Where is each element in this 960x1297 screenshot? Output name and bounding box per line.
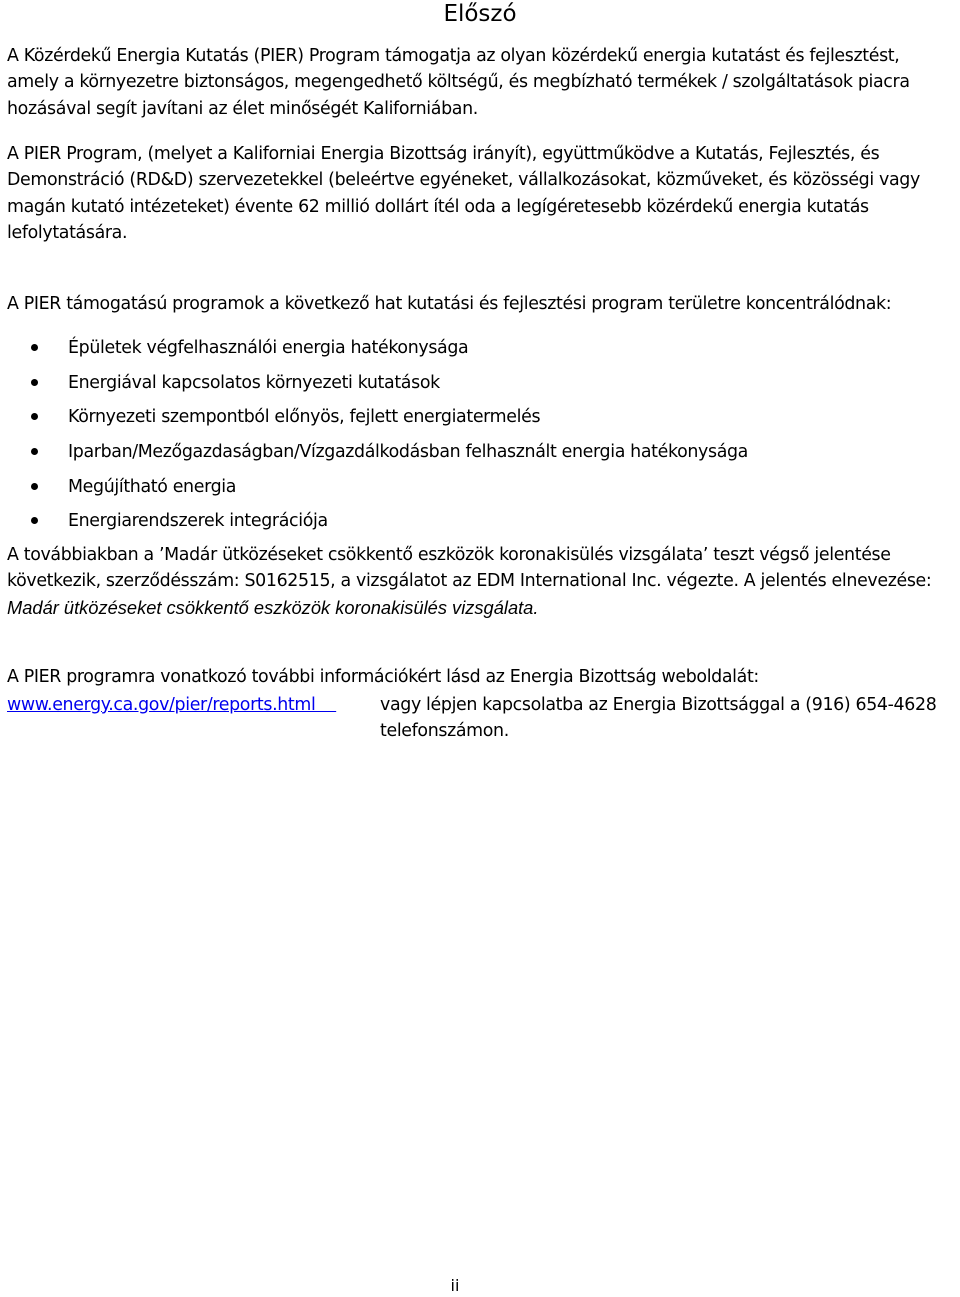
final-report-text: A továbbiakban a ’Madár ütközéseket csökkentő eszközök koronakisülés vizsgálata’ teszt végső jelentése következik, szerződésszám: S0162515, a vizsgálatot az EDM International Inc. végezte. A jelentés elnevezése:: [7, 545, 932, 592]
list-item: [0, 506, 748, 541]
list-item: [0, 472, 748, 507]
page-title: Előszó: [443, 1, 517, 27]
bullet-icon: [31, 379, 38, 386]
list-item: [0, 333, 748, 368]
pier-program-paragraph: A PIER Program, (melyet a Kaliforniai Energia Bizottság irányít), együttműködve a Kutatás, Fejlesztés, és Demonstráció (RD&D) szervezetekkel (beleértve egyéneket, vállalkozásokat, közműveket, és közösségi vagy magán kutató intézeteket) évente 62 millió dollárt ítél oda a legígéretesebb közérdekű energia kutatás lefolytatására.: [7, 144, 920, 243]
bullet-icon: [31, 344, 38, 351]
more-info-paragraph: A PIER programra vonatkozó további információkért lásd az Energia Bizottság weboldalát:: [7, 667, 759, 687]
report-title: Madár ütközéseket csökkentő eszközök koronakisülés vizsgálata.: [7, 596, 539, 618]
list-item-label: Megújítható energia: [68, 476, 237, 497]
reports-link[interactable]: www.energy.ca.gov/pier/reports.html: [7, 695, 337, 715]
contact-text: vagy lépjen kapcsolatba az Energia Bizottsággal a (916) 654-4628 telefonszámon.: [380, 695, 937, 742]
page-number: ii: [450, 1276, 460, 1295]
list-item-label: Iparban/Mezőgazdaságban/Vízgazdálkodásban felhasznált energia hatékonysága: [68, 442, 748, 463]
intro-paragraph: A Közérdekű Energia Kutatás (PIER) Program támogatja az olyan közérdekű energia kutatást és fejlesztést, amely a környezetre biztonságos, megengedhető költségű, és megbízható termékek / szolgáltatások piacra hozásával segít javítani az élet minőségét Kaliforniában.: [7, 46, 910, 119]
bullet-icon: [31, 517, 38, 524]
list-item: [0, 368, 748, 403]
bullet-icon: [31, 448, 38, 455]
program-areas-intro: A PIER támogatású programok a következő hat kutatási és fejlesztési program területre koncentrálódnak:: [7, 294, 892, 314]
list-item-label: Épületek végfelhasználói energia hatékonysága: [68, 338, 469, 358]
list-item-label: Környezeti szempontból előnyös, fejlett energiatermelés: [68, 407, 541, 428]
list-item: [0, 402, 748, 437]
program-areas-list: [0, 333, 748, 541]
bullet-icon: [31, 413, 38, 420]
list-item-label: Energiarendszerek integrációja: [68, 511, 328, 532]
list-item: [0, 437, 748, 472]
final-report-paragraph: [7, 542, 955, 622]
list-item-label: Energiával kapcsolatos környezeti kutatások: [68, 372, 440, 393]
bullet-icon: [31, 483, 38, 490]
